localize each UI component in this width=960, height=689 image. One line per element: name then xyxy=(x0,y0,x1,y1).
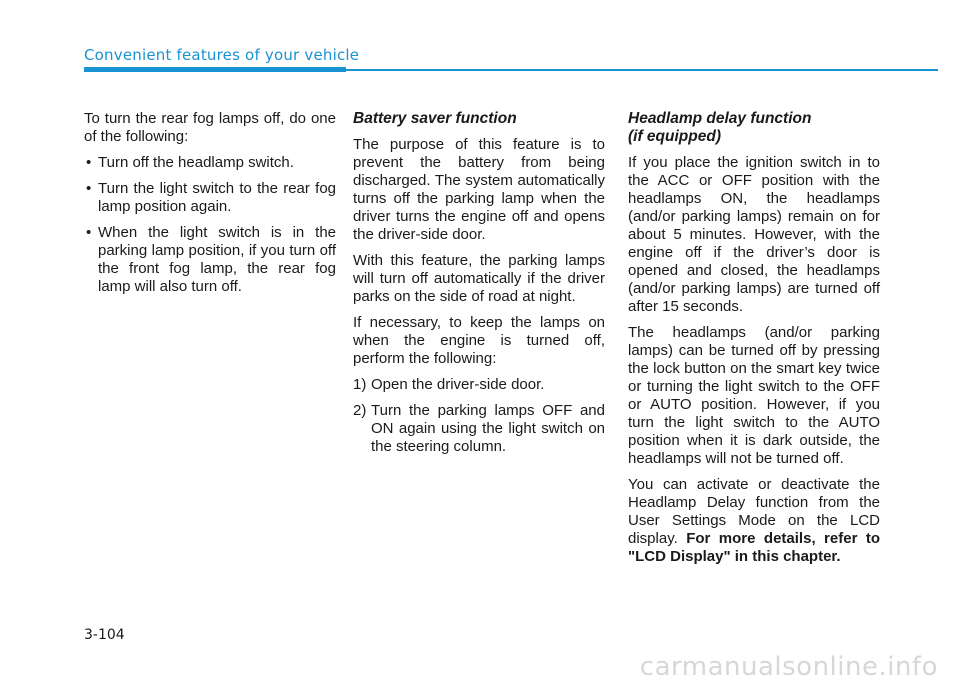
list-item: • Turn the light switch to the rear fog lamp position again. xyxy=(84,180,336,216)
paragraph: If necessary, to keep the lamps on when the engine is turned off, perform the following: xyxy=(353,314,605,367)
list-item xyxy=(353,376,605,394)
column-3 xyxy=(628,110,880,574)
step-text: Turn the parking lamps OFF and ON again using the light switch on the steering column. xyxy=(371,402,605,455)
list-item xyxy=(353,402,605,456)
page-number: 3-104 xyxy=(84,627,125,643)
step-number: 2) xyxy=(353,402,367,419)
fog-lamp-off-list xyxy=(84,154,336,296)
battery-saver-heading: Battery saver function xyxy=(353,110,517,127)
paragraph xyxy=(628,476,880,566)
paragraph: The purpose of this feature is to prevent the battery from being discharged. The system automatically turns off the parking lamp when the driver turns the engine off and opens the driver-side door. xyxy=(353,136,605,243)
intro-paragraph: To turn the rear fog lamps off, do one of the following: xyxy=(84,110,336,145)
steps-list xyxy=(353,376,605,456)
cross-reference: For more details, refer to "LCD Display" in this chapter. xyxy=(628,530,881,565)
heading-line-2: (if equipped) xyxy=(628,128,721,145)
section-title: Convenient features of your vehicle xyxy=(84,46,360,64)
headlamp-delay-heading xyxy=(628,110,880,146)
paragraph: If you place the ignition switch in to the ACC or OFF position with the headlamps ON, the headlamps (and/or parking lamps) remain on for about 5 minutes. However, with the engine off if the driver’s door is opened and closed, the headlamps (and/or parking lamps) are turned off after 15 seconds. xyxy=(628,154,880,315)
header-rule-thick xyxy=(84,67,346,72)
watermark: carmanualsonline.info xyxy=(639,652,938,682)
column-2 xyxy=(353,110,605,464)
list-item: • Turn off the headlamp switch. xyxy=(84,154,336,172)
heading-line-1: Headlamp delay function xyxy=(628,110,812,127)
header-rule-thin xyxy=(346,69,938,71)
paragraph: The headlamps (and/or parking lamps) can be turned off by pressing the lock button on the smart key twice or turning the light switch to the OFF or AUTO position. However, if you turn the light switch to the AUTO position when it is dark outside, the headlamps will not be turned off. xyxy=(628,324,880,467)
paragraph-text: You can activate or deactivate the Headlamp Delay function from the User Settings Mode on the LCD display. xyxy=(628,476,880,547)
list-item: • When the light switch is in the parking lamp position, if you turn off the front fog lamp, the rear fog lamp will also turn off. xyxy=(84,224,336,296)
paragraph: With this feature, the parking lamps will turn off automatically if the driver parks on the side of road at night. xyxy=(353,252,605,305)
column-1 xyxy=(84,110,336,304)
step-number: 1) xyxy=(353,376,367,393)
step-text: Open the driver-side door. xyxy=(371,376,545,393)
